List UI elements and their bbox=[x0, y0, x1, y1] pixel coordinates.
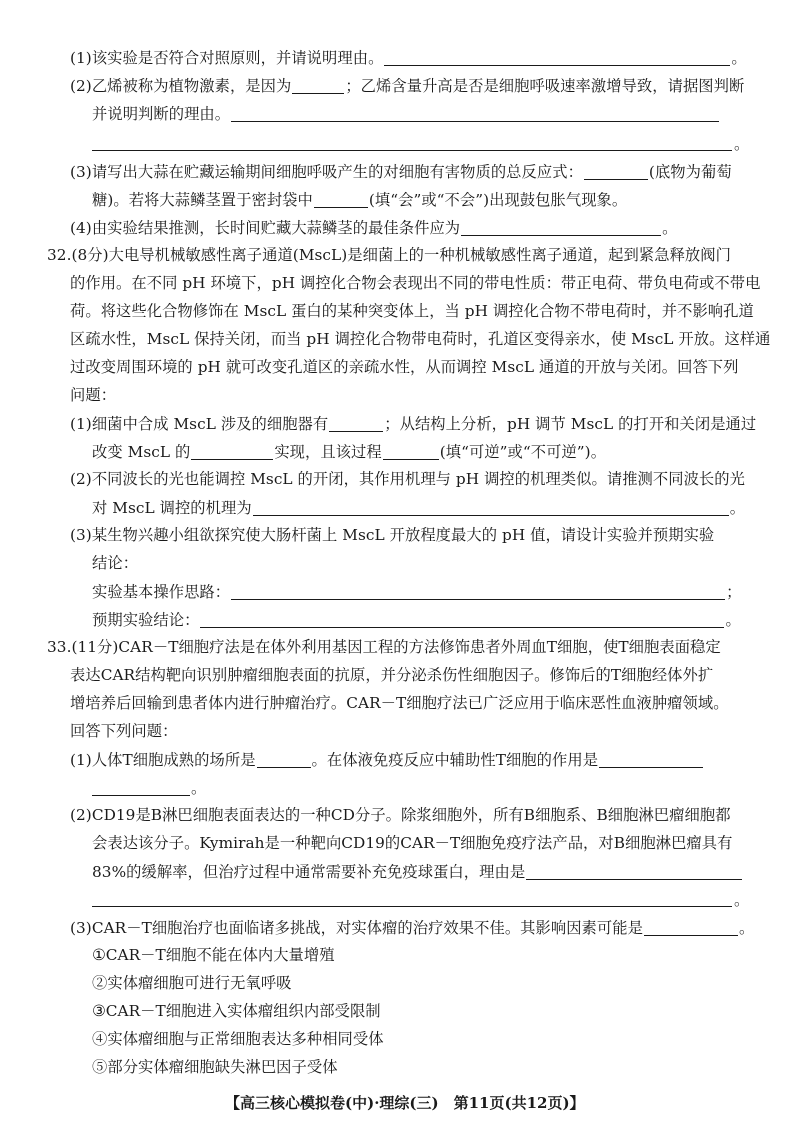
answer-blank[interactable] bbox=[329, 416, 383, 432]
q33-part1-cont: 。 bbox=[92, 780, 206, 796]
q33-intro-line-4: 回答下列问题： bbox=[70, 722, 178, 740]
answer-line[interactable] bbox=[92, 150, 732, 151]
q32-part3: (3)某生物兴趣小组欲探究使大肠杆菌上 MscL 开放程度最大的 pH 值，请设计实验并预期实验 bbox=[70, 526, 715, 544]
q32-part2-cont: 对 MscL 调控的机理为 。 bbox=[92, 499, 746, 517]
answer-blank[interactable] bbox=[231, 106, 719, 122]
q32-intro-line-1: 32.(8分)大电导机械敏感性离子通道(MscL)是细菌上的一种机械敏感性离子通道，起到紧急释放阀门 bbox=[47, 246, 731, 264]
q32-intro-line-3: 荷。将这些化合物修饰在 MscL 蛋白的某种突变体上，当 pH 调控化合物不带电荷时，并不影响孔道 bbox=[70, 302, 754, 320]
q33-intro-line-1: 33.(11分)CAR－T细胞疗法是在体外利用基因工程的方法修饰患者外周血T细胞，使T细胞表面稳定 bbox=[47, 638, 721, 656]
answer-blank[interactable] bbox=[383, 444, 439, 460]
q32-part1-cont: 改变 MscL 的 实现，且该过程 (填“可逆”或“不可逆”)。 bbox=[92, 443, 607, 461]
q32-part2: (2)不同波长的光也能调控 MscL 的开闭，其作用机理与 pH 调控的机理类似。请推测不同波长的光 bbox=[70, 470, 745, 488]
answer-blank[interactable] bbox=[200, 612, 724, 628]
answer-blank[interactable] bbox=[292, 78, 344, 94]
answer-blank[interactable] bbox=[257, 752, 311, 768]
q32-intro-line-2: 的作用。在不同 pH 环境下，pH 调控化合物会表现出不同的带电性质：带正电荷、带负电荷或不带电 bbox=[70, 274, 761, 292]
q33-part1: (1)人体T细胞成熟的场所是 。在体液免疫反应中辅助性T细胞的作用是 bbox=[70, 752, 704, 768]
q33-part2: (2)CD19是B淋巴细胞表面表达的一种CD分子。除浆细胞外，所有B细胞系、B细胞淋巴瘤细胞都 bbox=[70, 806, 731, 824]
q33-option-4: ④实体瘤细胞与正常细胞表达多种相同受体 bbox=[92, 1030, 384, 1048]
answer-blank[interactable] bbox=[599, 752, 703, 768]
q32-part1: (1)细菌中合成 MscL 涉及的细胞器有 ；从结构上分析，pH 调节 MscL 的打开和关闭是通过 bbox=[70, 415, 757, 433]
q31-part4: (4)由实验结果推测，长时间贮藏大蒜鳞茎的最佳条件应为 。 bbox=[70, 219, 678, 237]
q32-experiment-idea: 实验基本操作思路： ； bbox=[92, 583, 742, 601]
q31-part2: (2)乙烯被称为植物激素，是因为 ；乙烯含量升高是否是细胞呼吸速率激增导致，请据图判断 bbox=[70, 77, 745, 95]
answer-blank[interactable] bbox=[92, 780, 190, 796]
exam-page: (1)该实验是否符合对照原则，并请说明理由。 。 (2)乙烯被称为植物激素，是因为 ；乙烯含量升高是否是细胞呼吸速率激增导致，请据图判断 并说明判断的理由。 。 (3)请写出大蒜在贮藏运输期间细胞呼吸产生的对细胞有害物质的总反应式： (底物为葡萄 糖)。若将大蒜鳞茎置于密封袋中 (填“会”或“不会”)出现鼓包胀气现象。 (4)由实验结果推测，长时间贮藏大蒜鳞茎的最佳条件应为 。 32.(8分)大电导机械敏感性离子通道(MscL)是细菌上的一种机械敏感性离子通道，起到紧急释放阀门 的作用。在不同 pH 环境下，pH 调控化合物会表现出不同的带电性质：带正电荷、带负电荷或不带电 荷。将这些化合物修饰在 MscL 蛋白的某种突变体上，当 pH 调控化合物不带电荷时，并不影响孔道 区疏水性，MscL 保持关闭，而当 pH 调控化合物带电荷时，孔道区变得亲水，使 MscL 开放。这样通 过改变周围环境的 pH 就可改变孔道区的亲疏水性，从而调控 MscL 通道的开放与关闭。回答下列 问题： (1)细菌中合成 MscL 涉及的细胞器有 ；从结构上分析，pH 调节 MscL 的打开和关闭是通过 改变 MscL 的 实现，且该过程 (填“可逆”或“不可逆”)。 (2)不同波长的光也能调控 MscL 的开闭，其作用机理与 pH 调控的机理类似。请推测不同波长的光 对 MscL 调控的机理为 。 (3)某生物兴趣小组欲探究使大肠杆菌上 MscL 开放程度最大的 pH 值，请设计实验并预期实验 结论： 实验基本操作思路： ； 预期实验结论： 。 33.(11分)CAR－T细胞疗法是在体外利用基因工程的方法修饰患者外周血T细胞，使T细胞表面稳定 表达CAR结构靶向识别肿瘤细胞表面的抗原，并分泌杀伤性细胞因子。修饰后的T细胞经体外扩 增培养后回输到患者体内进行肿瘤治疗。CAR－T细胞疗法已广泛应用于临床恶性血液肿瘤领域。 回答下列问题： (1)人体T细胞成熟的场所是 。在体液免疫反应中辅助性T细胞的作用是 。 (2)CD19是B淋巴细胞表面表达的一种CD分子。除浆细胞外，所有B细胞系、B细胞淋巴瘤细胞都 会表达该分子。Kymirah是一种靶向CD19的CAR－T细胞免疫疗法产品，对B细胞淋巴瘤具有 83%的缓解率，但治疗过程中通常需要补充免疫球蛋白，理由是 。 (3)CAR－T细胞治疗也面临诸多挑战，对实体瘤的治疗效果不佳。其影响因素可能是 。 ①CAR－T细胞不能在体内大量增殖 ②实体瘤细胞可进行无氧呼吸 ③CAR－T细胞进入实体瘤组织内部受限制 ④实体瘤细胞与正常细胞表达多种相同受体 ⑤部分实体瘤细胞缺失淋巴因子受体 【高三核心模拟卷(中)·理综(三) 第11页(共12页)】 bbox=[47, 49, 771, 1112]
answer-blank[interactable] bbox=[461, 220, 661, 236]
answer-blank[interactable] bbox=[191, 444, 273, 460]
answer-blank[interactable] bbox=[253, 500, 729, 516]
q31-part3-cont: 糖)。若将大蒜鳞茎置于密封袋中 (填“会”或“不会”)出现鼓包胀气现象。 bbox=[92, 191, 628, 209]
q33-option-2: ②实体瘤细胞可进行无氧呼吸 bbox=[92, 974, 292, 992]
q33-intro-line-3: 增培养后回输到患者体内进行肿瘤治疗。CAR－T细胞疗法已广泛应用于临床恶性血液肿瘤领域。 bbox=[70, 694, 729, 712]
q33-part3: (3)CAR－T细胞治疗也面临诸多挑战，对实体瘤的治疗效果不佳。其影响因素可能是 。 bbox=[70, 919, 755, 937]
q32-intro-line-5: 过改变周围环境的 pH 就可改变孔道区的亲疏水性，从而调控 MscL 通道的开放与关闭。回答下列 bbox=[70, 358, 739, 376]
answer-blank[interactable] bbox=[526, 864, 742, 880]
q31-part1: (1)该实验是否符合对照原则，并请说明理由。 。 bbox=[70, 49, 747, 67]
q32-intro-line-6: 问题： bbox=[70, 386, 117, 404]
q33-option-1: ①CAR－T细胞不能在体内大量增殖 bbox=[92, 946, 335, 964]
q31-part2-cont: 并说明判断的理由。 bbox=[92, 106, 720, 122]
q32-part3-cont: 结论： bbox=[92, 554, 139, 572]
q33-option-3: ③CAR－T细胞进入实体瘤组织内部受限制 bbox=[92, 1002, 381, 1020]
q33-intro-line-2: 表达CAR结构靶向识别肿瘤细胞表面的抗原，并分泌杀伤性细胞因子。修饰后的T细胞经体外扩 bbox=[70, 666, 714, 684]
answer-blank[interactable] bbox=[644, 920, 738, 936]
answer-blank[interactable] bbox=[231, 584, 725, 600]
answer-blank[interactable] bbox=[314, 192, 368, 208]
answer-line[interactable] bbox=[92, 906, 732, 907]
q31-part3: (3)请写出大蒜在贮藏运输期间细胞呼吸产生的对细胞有害物质的总反应式： (底物为葡萄 bbox=[70, 163, 732, 181]
answer-blank[interactable] bbox=[584, 164, 648, 180]
q33-part2-cont2: 83%的缓解率，但治疗过程中通常需要补充免疫球蛋白，理由是 bbox=[92, 864, 743, 880]
q32-expected-conclusion: 预期实验结论： 。 bbox=[92, 611, 741, 629]
answer-blank[interactable] bbox=[384, 50, 730, 66]
page-footer: 【高三核心模拟卷(中)·理综(三) 第11页(共12页)】 bbox=[225, 1094, 585, 1112]
q33-option-5: ⑤部分实体瘤细胞缺失淋巴因子受体 bbox=[92, 1058, 338, 1076]
q32-intro-line-4: 区疏水性，MscL 保持关闭，而当 pH 调控化合物带电荷时，孔道区变得亲水，使 MscL 开放。这样通 bbox=[70, 330, 771, 348]
q33-part2-cont: 会表达该分子。Kymirah是一种靶向CD19的CAR－T细胞免疫疗法产品，对B细胞淋巴瘤具有 bbox=[92, 834, 733, 852]
